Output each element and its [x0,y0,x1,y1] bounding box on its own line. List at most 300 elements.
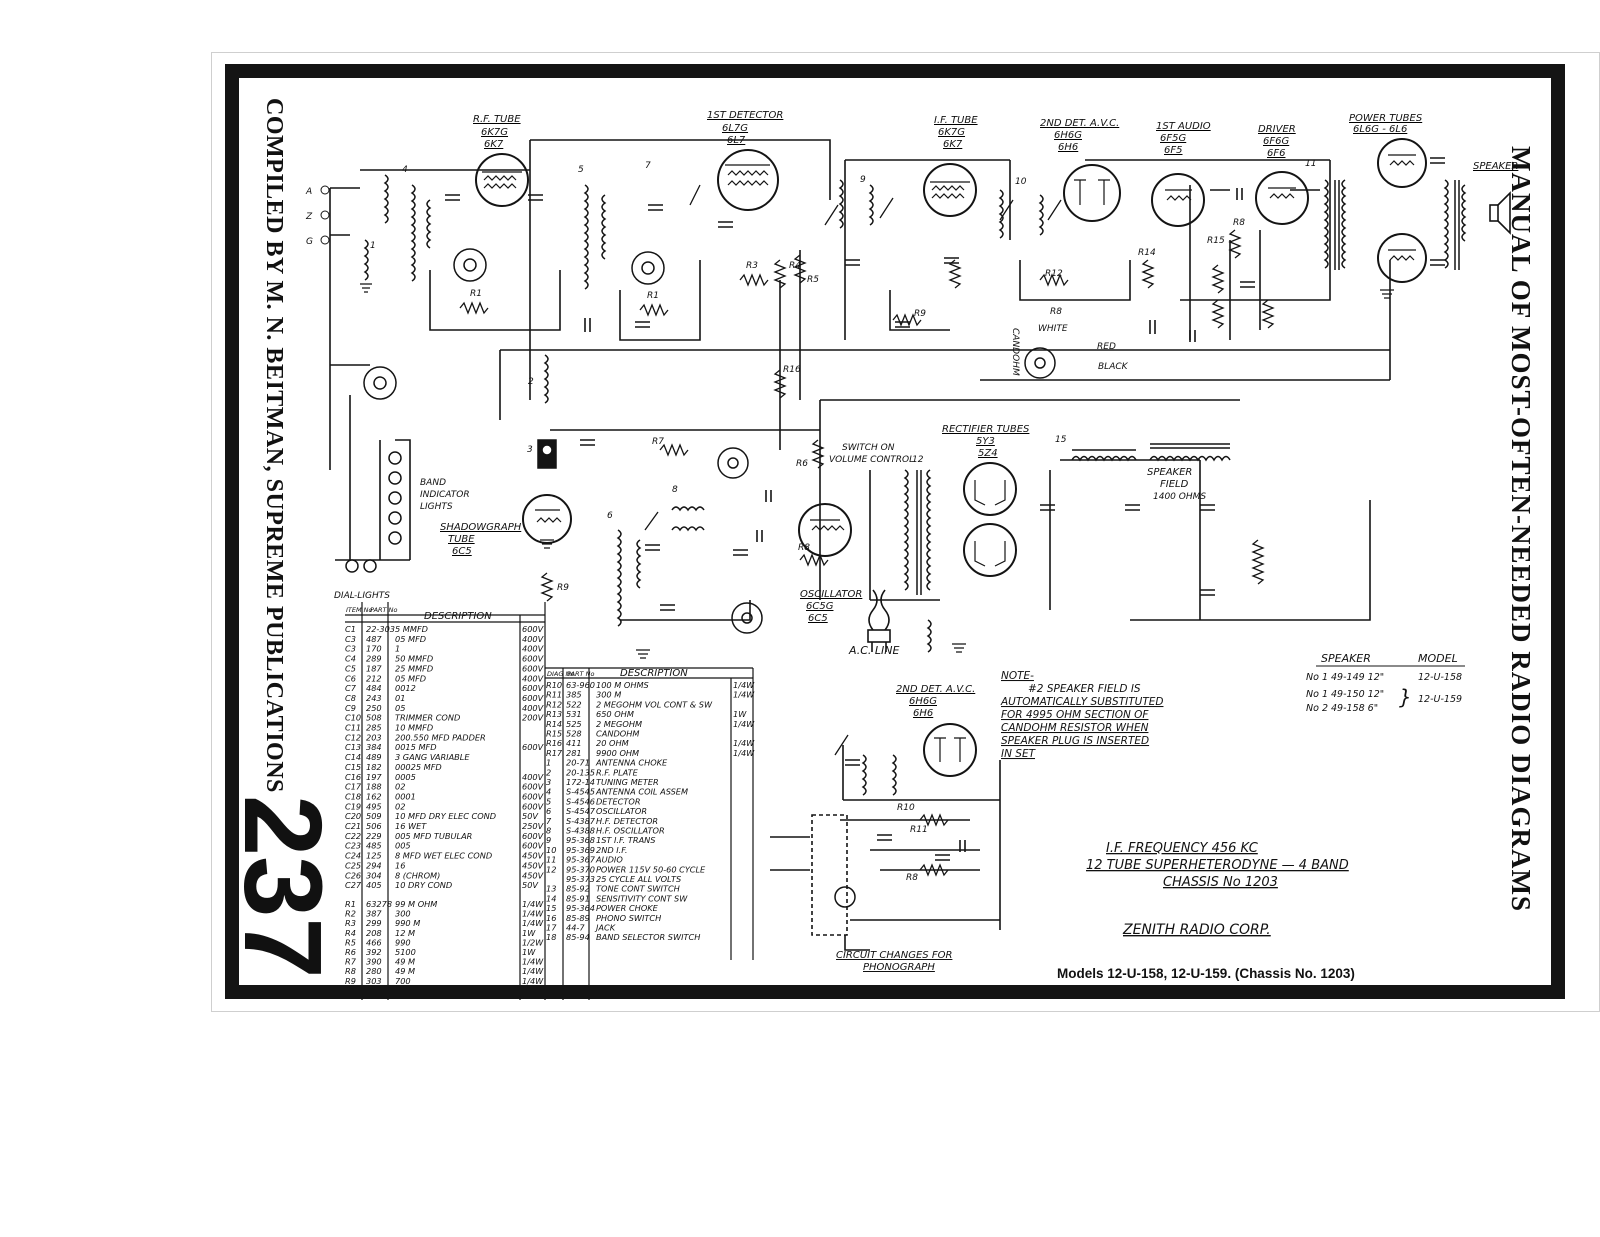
cap-table-cell: C23 [345,840,362,851]
res-table-cell: 700 [395,975,411,986]
cap-table-cell: 509 [366,811,382,822]
parts-table-cell: 95-369 [566,844,596,855]
parts-table-cell: S-4388 [566,825,595,836]
svg-text:R8: R8 [798,543,810,553]
candohm-label: CANDOHM [1010,328,1020,376]
cap-table-cell: 125 [366,850,382,861]
if-frequency: I.F. FREQUENCY 456 KC [1106,841,1258,856]
tube-labels [440,110,1518,719]
svg-text:R7: R7 [652,437,664,447]
cap-table-cell: 16 WET [395,821,427,831]
cap-table-cell: 405 [366,880,382,891]
rf-tube-alt: 6K7 [484,139,504,150]
parts-table-cell: R11 [546,689,563,700]
note-line: CANDOHM RESISTOR WHEN [1001,722,1149,734]
parts-table-cell: 95-368 [566,835,596,846]
parts-diag-header: DIAG No [547,670,575,678]
cap-table-cell: 600V [522,742,544,753]
parts-table-cell: POWER CHOKE [596,903,658,914]
cap-table-cell: 005 [395,840,411,851]
cap-table-cell: 50V [522,880,539,891]
driver-alt: 6F6 [1267,148,1286,159]
cap-table-cell: 450V [522,870,544,881]
cap-table-cell: TRIMMER COND [395,712,461,723]
parts-table-cell: 85-92 [566,883,590,894]
parts-table-cell: 1/4W [733,718,755,729]
phonograph-label: PHONOGRAPH [863,962,935,973]
cap-table-cell: C24 [345,850,362,861]
if-tube-alt: 6K7 [943,139,963,150]
res-table-cell: 466 [366,937,382,948]
oscillator-label: OSCILLATOR [800,589,863,600]
parts-table-cell: R14 [546,718,563,729]
speaker-field-note [1000,670,1163,760]
cap-table-cell: 10 MFD DRY ELEC COND [395,811,497,822]
svg-text:}: } [1399,685,1412,709]
det2-alt: 6H6 [1058,142,1079,153]
parts-table-cell: 95-367 [566,854,596,865]
cap-table-cell: 506 [366,821,382,831]
parts-table-cell: 44-7 [566,922,585,933]
cap-table-cell: 01 [395,692,406,703]
audio1-alt: 6F5 [1164,145,1183,156]
svg-text:A: A [306,187,313,197]
svg-text:1: 1 [370,241,376,251]
misc-labels [334,324,1206,973]
note-line: IN SET [1001,748,1036,760]
cap-table-cell: 484 [366,683,382,694]
speaker-row: No 1 49-149 12" [1306,672,1385,683]
cap-table-cell: 250V [522,821,544,831]
oscillator-type: 6C5G [806,601,834,612]
parts-table-cell: 9 [546,835,552,846]
svg-text:R8: R8 [1050,307,1062,317]
cap-table-cell: C5 [345,663,356,674]
parts-table-cell: R12 [546,699,563,710]
cap-table-cell: 400V [522,673,544,684]
chassis-number: CHASSIS No 1203 [1163,875,1278,890]
parts-table-cell: 95-364 [566,903,596,914]
cap-table-cell: 400V [522,771,544,782]
driver-type: 6F6G [1263,136,1290,147]
parts-table-cell: JACK [596,922,616,933]
svg-text:G: G [306,237,313,247]
cap-table-cell: 600V [522,791,544,802]
svg-text:3: 3 [527,445,533,455]
res-table-cell: R2 [345,908,356,919]
cap-table-cell: C7 [345,683,356,694]
svg-text:9: 9 [860,175,866,185]
cap-table-cell: C14 [345,752,362,763]
cap-table-cell: C3 [345,643,356,654]
res-table-cell: R6 [345,947,356,957]
svg-text:R12: R12 [1045,269,1063,279]
cap-table-cell: 250 [366,702,382,713]
res-table-cell: 299 [366,918,382,929]
cap-table-cell: C15 [345,761,362,772]
svg-text:7: 7 [645,161,651,171]
parts-table-cell: 2 MEGOHM VOL CONT & SW [596,699,713,710]
parts-table-cell: 1W [733,709,747,720]
cap-table-cell: 600V [522,624,544,634]
parts-table-cell: ANTENNA COIL ASSEM [596,786,689,797]
svg-text:R10: R10 [897,803,915,813]
shadowgraph-label: SHADOWGRAPH [440,522,522,533]
cap-table-cell: 3 GANG VARIABLE [395,752,470,763]
cap-table-cell: 450V [522,860,544,871]
parts-table-cell: H.F. DETECTOR [596,815,659,826]
cap-table-cell: 400V [522,633,544,644]
cap-table-cell: 22-303 [366,624,396,634]
res-table-cell: 49 M [395,956,416,967]
cap-table-cell: 50 MMFD [395,653,434,664]
capacitors [445,158,1445,860]
speaker-row: No 2 49-158 6" [1306,703,1379,714]
cap-table-cell: 384 [366,742,382,753]
parts-table-cell: 528 [566,728,582,739]
parts-table-cell: 85-89 [566,912,590,923]
cap-table-cell: 16 [395,860,406,871]
det1-alt: 6L7 [727,135,746,146]
parts-table-cell: TONE CONT SWITCH [596,883,680,894]
parts-table-cell: OSCILLATOR [596,806,648,817]
cap-table-cell: 0012 [395,683,416,694]
res-table-cell: 1/4W [522,918,544,929]
res-table-cell: R5 [345,937,356,948]
cap-table-cell: 489 [366,752,382,763]
cap-table-cell: C1 [345,624,356,634]
cap-table-cell: 8 MFD WET ELEC COND [395,850,493,861]
parts-table-cell: 172-14 [566,777,596,787]
cap-table-cell: C20 [345,811,362,822]
cap-table-cell: C10 [345,712,362,723]
cap-table-cell: 450V [522,850,544,861]
model-table-header: MODEL [1418,652,1458,665]
svg-text:R4: R4 [789,261,801,271]
cap-table-cell: 508 [366,712,382,723]
det1-type: 6L7G [722,123,749,134]
svg-text:2: 2 [528,377,534,387]
maker-name: ZENITH RADIO CORP. [1123,922,1271,938]
cap-table-cell: 200.550 MFD PADDER [395,732,486,743]
red-lead-label: RED [1097,342,1116,352]
cap-table-cell: 162 [366,791,382,802]
speaker-model-table [1306,652,1465,714]
parts-table-cell: 17 [546,922,557,933]
cap-description-header: DESCRIPTION [424,611,492,622]
note-line: SPEAKER PLUG IS INSERTED [1001,735,1150,747]
svg-text:R16: R16 [783,365,801,375]
parts-table-cell: CANDOHM [596,728,640,739]
cap-table-cell: C25 [345,860,362,871]
parts-table-cell: 100 M OHMS [596,680,649,690]
res-table-cell: 990 [395,937,411,948]
res-table-cell: 390 [366,956,382,967]
res-table-cell: 12 M [395,927,416,938]
model-row: 12-U-158 [1418,672,1463,683]
page-number: 237 [221,795,344,979]
svg-text:11: 11 [1305,159,1317,169]
cap-table-cell: 8 (CHROM) [395,870,441,881]
cap-table-cell: 203 [366,732,382,743]
svg-text:R1: R1 [647,291,659,301]
parts-table-cell: 300 M [596,689,622,700]
antenna-terminals [305,186,329,247]
cap-table-cell: C26 [345,870,362,881]
svg-text:R5: R5 [807,275,819,285]
cap-table-cell: 495 [366,801,382,812]
parts-table-cell: 14 [546,893,557,904]
switch-on-label: SWITCH ON [842,443,895,453]
cap-table-cell: 50V [522,811,539,822]
res-table-cell: R4 [345,927,356,938]
cap-table-cell: 487 [366,633,382,644]
cap-table-cell: 200V [522,712,544,723]
svg-text:4: 4 [402,165,408,175]
svg-text:15: 15 [1055,435,1067,445]
parts-table-cell: ANTENNA CHOKE [596,757,668,768]
cap-table-cell: C16 [345,771,362,782]
parts-table-cell: 15 [546,903,557,914]
variable-capacitors [645,185,1061,755]
svg-text:R9: R9 [914,309,926,319]
cap-table-cell: 600V [522,840,544,851]
cap-table-cell: 00025 MFD [395,761,442,772]
res-table-cell: 1/4W [522,899,544,909]
parts-table-cell: 531 [566,709,582,720]
res-table-cell: 99 M OHM [395,899,438,909]
cap-table-cell: 25 MMFD [395,663,434,674]
parts-table-cell: 4 [546,786,552,797]
res-table-cell: 1/4W [522,966,544,977]
cap-table-cell: 0015 MFD [395,742,437,753]
cap-table-cell: 400V [522,643,544,654]
note-line: FOR 4995 OHM SECTION OF [1001,709,1149,721]
cap-table-cell: 197 [366,771,382,782]
cap-table-cell: C13 [345,742,362,753]
cap-table-cell: C12 [345,732,362,743]
parts-table-body [546,680,755,942]
phono-det2-alt: 6H6 [913,708,934,719]
parts-table-cell: DETECTOR [596,796,641,807]
parts-table-cell: 1/4W [733,689,755,700]
model-row: 12-U-159 [1418,694,1463,705]
cap-table-cell: 285 [366,722,382,733]
black-lead-label: BLACK [1098,362,1128,372]
cap-table-cell: 170 [366,643,382,654]
driver-label: DRIVER [1258,124,1296,135]
cap-table-cell: 294 [366,860,382,871]
cap-table-cell: 229 [366,830,382,841]
parts-table-cell: R.F. PLATE [596,767,638,778]
parts-table-cell: 11 [546,854,557,865]
svg-text:8: 8 [672,485,678,495]
res-table-cell: 1/2W [522,937,544,948]
parts-table-cell: 525 [566,718,582,729]
cap-table-cell: 243 [366,692,382,703]
svg-text:6: 6 [607,511,613,521]
cap-table-cell: 289 [366,653,382,664]
parts-table-cell: 1/4W [733,738,755,749]
cap-table-cell: 02 [395,801,406,812]
note-line: #2 SPEAKER FIELD IS [1028,683,1141,695]
res-table-cell: R9 [345,975,356,986]
if-tube-type: 6K7G [938,127,966,138]
parts-table-cell: 1ST I.F. TRANS [596,835,656,846]
parts-table-cell: 85-91 [566,893,590,904]
parts-table-cell: 12 [546,864,557,875]
dial-lights-label: DIAL-LIGHTS [334,591,390,601]
cap-table-cell: 10 DRY COND [395,880,453,891]
parts-table-cell: 385 [566,689,582,700]
cap-table-cell: 05 [395,702,406,713]
compiled-by: COMPILED BY M. N. BEITMAN, SUPREME PUBLICATIONS [261,98,287,793]
cap-table-body [345,624,545,890]
res-table-cell: R8 [345,966,356,977]
svg-text:R9: R9 [557,583,569,593]
cap-part-header: PART No [370,606,398,614]
res-table-cell: 49 M [395,966,416,977]
parts-table-cell: H.F. OSCILLATOR [596,825,665,836]
cap-table-cell: 0005 [395,771,416,782]
svg-text:12: 12 [912,455,924,465]
rectifier-type: 5Y3 [976,436,995,447]
res-table-cell: R3 [345,918,356,929]
speaker-field-ohms: 1400 OHMS [1153,492,1207,502]
parts-table-cell: S-4545 [566,786,595,797]
res-table-cell: R1 [345,899,356,909]
parts-table-cell: R13 [546,709,563,720]
parts-table-cell: 10 [546,844,557,855]
cap-table-cell: C11 [345,722,362,733]
speaker-label: SPEAKER [1473,161,1519,172]
oscillator-alt: 6C5 [808,613,828,624]
parts-table-cell: AUDIO [596,854,623,865]
cap-table-headers [346,606,492,622]
cap-table-cell: 187 [366,663,382,674]
parts-table-cell: 2 [546,767,552,778]
cap-table-cell: 1 [395,643,401,654]
parts-table-cell: 650 OHM [596,709,634,720]
cap-table-cell: C4 [345,653,356,664]
cap-table-cell: 600V [522,781,544,792]
svg-text:R8: R8 [906,873,918,883]
parts-table-cell: 85-94 [566,932,590,943]
circuit-changes-label: CIRCUIT CHANGES FOR [836,950,953,961]
cap-table-cell: 02 [395,781,406,792]
parts-table-cell: 20-135 [566,767,596,778]
parts-table-cell: 63-960 [566,680,596,690]
parts-table-cell: 411 [566,738,582,749]
cap-table-cell: 0001 [395,791,416,802]
power-tubes-type: 6L6G - 6L6 [1353,124,1408,135]
white-lead-label: WHITE [1038,324,1068,334]
parts-table-cell: 1/4W [733,747,755,758]
speaker-field-label: SPEAKER [1147,467,1193,478]
cap-table-cell: 10 MMFD [395,722,434,733]
cap-table-cell: 400V [522,702,544,713]
chassis-info [1086,841,1349,938]
schematic-wiring [330,140,1390,950]
cap-table-cell: 600V [522,692,544,703]
parts-table-cell: 13 [546,883,557,894]
parts-table-cell: 18 [546,932,557,943]
parts-description-header: DESCRIPTION [620,668,688,679]
res-table-cell: 392 [366,947,382,957]
parts-table-headers [547,668,688,679]
res-table-cell: 300 [395,908,411,919]
res-table-cell: 1/4W [522,956,544,967]
rf-tube-label: R.F. TUBE [473,114,521,125]
speaker-row: No 1 49-150 12" [1306,689,1385,700]
speaker-field-label-2: FIELD [1160,479,1189,490]
parts-table-cell: 281 [566,747,582,758]
band-indicator-label: BAND [420,478,446,488]
parts-table-cell: S-4546 [566,796,595,807]
res-table-cell: 1W [522,947,536,957]
volume-control-label: VOLUME CONTROL [829,455,915,465]
parts-table-cell: 1/4W [733,680,755,690]
res-table-cell: 1W [522,927,536,938]
svg-text:R11: R11 [910,825,928,835]
shadowgraph-tube: TUBE [448,534,475,545]
note-line: AUTOMATICALLY SUBSTITUTED [1001,696,1164,708]
cap-table-cell: 188 [366,781,382,792]
cap-table-cell: C8 [345,692,356,703]
parts-table-cell: PHONO SWITCH [596,912,662,923]
res-table-cell: 5100 [395,947,416,957]
cap-table-cell: C27 [345,880,362,891]
audio1-type: 6F5G [1160,133,1187,144]
parts-table-cell: R10 [546,680,563,690]
svg-text:R8: R8 [1233,218,1245,228]
svg-text:R1: R1 [470,289,482,299]
res-table-cell: 1/4W [522,908,544,919]
cap-table-cell: 05 MFD [395,633,427,644]
det1-label: 1ST DETECTOR [707,110,784,121]
cap-table-cell: C21 [345,821,362,831]
parts-table-cell: R17 [546,747,563,758]
parts-table-cell: 16 [546,912,557,923]
cap-table-cell: C6 [345,673,356,684]
cap-table-cell: 600V [522,801,544,812]
tube-count: 12 TUBE SUPERHETERODYNE — 4 BAND [1086,858,1349,873]
audio1-label: 1ST AUDIO [1156,121,1211,132]
det2-label: 2ND DET. A.V.C. [1040,118,1120,129]
band-indicator-label-3: LIGHTS [420,502,453,512]
parts-table-cell: BAND SELECTOR SWITCH [596,932,701,943]
parts-table-cell: 7 [546,815,552,826]
cap-table-cell: 600V [522,663,544,674]
speaker-table-header: SPEAKER [1321,652,1371,665]
res-table-cell: 387 [366,908,382,919]
phono-det2-type: 6H6G [909,696,937,707]
rectifier-alt: 5Z4 [978,448,998,459]
cap-table-cell: 212 [366,673,382,684]
cap-table-cell: 485 [366,840,382,851]
parts-part-header: PART No [567,670,595,678]
res-table-cell: 208 [366,927,382,938]
svg-text:Z: Z [306,212,313,222]
svg-text:5: 5 [578,165,584,175]
cap-table-cell: 182 [366,761,382,772]
transformer-cores [917,180,1459,595]
parts-table-cell: S-4387 [566,815,595,826]
cap-table-cell: 600V [522,683,544,694]
cap-table-cell: 600V [522,830,544,841]
det2-type: 6H6G [1054,130,1082,141]
parts-table-cell: 95-373 [566,874,596,884]
